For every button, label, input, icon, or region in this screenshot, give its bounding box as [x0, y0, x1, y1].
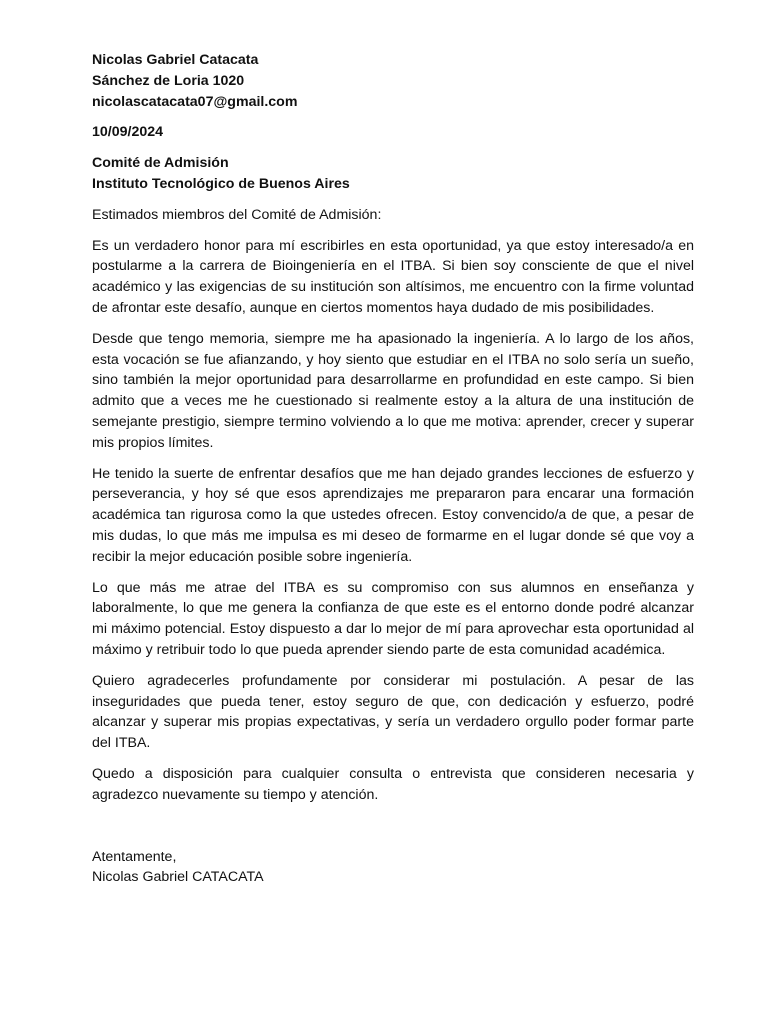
closing-block [92, 847, 694, 889]
sender-address: Sánchez de Loria 1020 [92, 72, 245, 89]
signature-name: Nicolas Gabriel CATACATA [92, 869, 264, 886]
recipient-line-1: Comité de Admisión [92, 155, 229, 172]
sender-block [92, 50, 694, 112]
salutation: Estimados miembros del Comité de Admisión: [92, 206, 382, 223]
body-paragraph-6: Quedo a disposición para cualquier consulta o entrevista que consideren necesaria y agradezco nuevamente su tiempo y atención. [92, 765, 694, 803]
letter-page [92, 50, 694, 888]
body-paragraph-4: Lo que más me atrae del ITBA es su compromiso con sus alumnos en enseñanza y laboralmente, lo que me genera la confianza de que este es el entorno donde podré alcanzar mi máximo potencial. Estoy dispuesto a dar lo mejor de mí para aprovechar esta oportunidad al máximo y retribuir todo lo que pueda aprender siendo parte de esta comunidad académica. [92, 579, 694, 658]
recipient-block [92, 153, 694, 195]
sender-name: Nicolas Gabriel Catacata [92, 52, 259, 68]
letter-date: 10/09/2024 [92, 124, 164, 141]
body-paragraph-5: Quiero agradecerles profundamente por considerar mi postulación. A pesar de las inseguridades que pueda tener, estoy seguro de que, con dedicación y esfuerzo, podré alcanzar y superar mis propias expectativas, y sería un verdadero orgullo poder formar parte del ITBA. [92, 672, 694, 752]
body-paragraph-2: Desde que tengo memoria, siempre me ha apasionado la ingeniería. A lo largo de los años, esta vocación se fue afianzando, y hoy siento que estudiar en el ITBA no solo sería un sueño, sino también la mejor oportunidad para desarrollarme en profundidad en este campo. Si bien admito que a veces me he cuestionado si realmente estoy a la altura de una institución de semejante prestigio, siempre termino volviendo a lo que me motiva: aprender, crecer y superar mis propios límites. [92, 330, 694, 451]
valediction: Atentamente, [92, 848, 177, 865]
body-paragraph-3: He tenido la suerte de enfrentar desafíos que me han dejado grandes lecciones de esfuerzo y perseverancia, y hoy sé que esos aprendizajes me prepararon para encarar una formación académica tan rigurosa como la que ustedes ofrecen. Estoy convencido/a de que, a pesar de mis dudas, lo que más me impulsa es mi deseo de formarme en el lugar donde sé que voy a recibir la mejor educación posible sobre ingeniería. [92, 465, 694, 565]
recipient-line-2: Instituto Tecnológico de Buenos Aires [92, 175, 350, 192]
body-paragraph-1: Es un verdadero honor para mí escribirles en esta oportunidad, ya que estoy interesado/a en postularme a la carrera de Bioingeniería en el ITBA. Si bien soy consciente de que el nivel académico y las exigencias de su institución son altísimos, me encuentro con la firme voluntad de afrontar este desafío, aunque en ciertos momentos haya dudado de mis posibilidades. [92, 237, 694, 316]
sender-email: nicolascatacata07@gmail.com [92, 93, 298, 110]
